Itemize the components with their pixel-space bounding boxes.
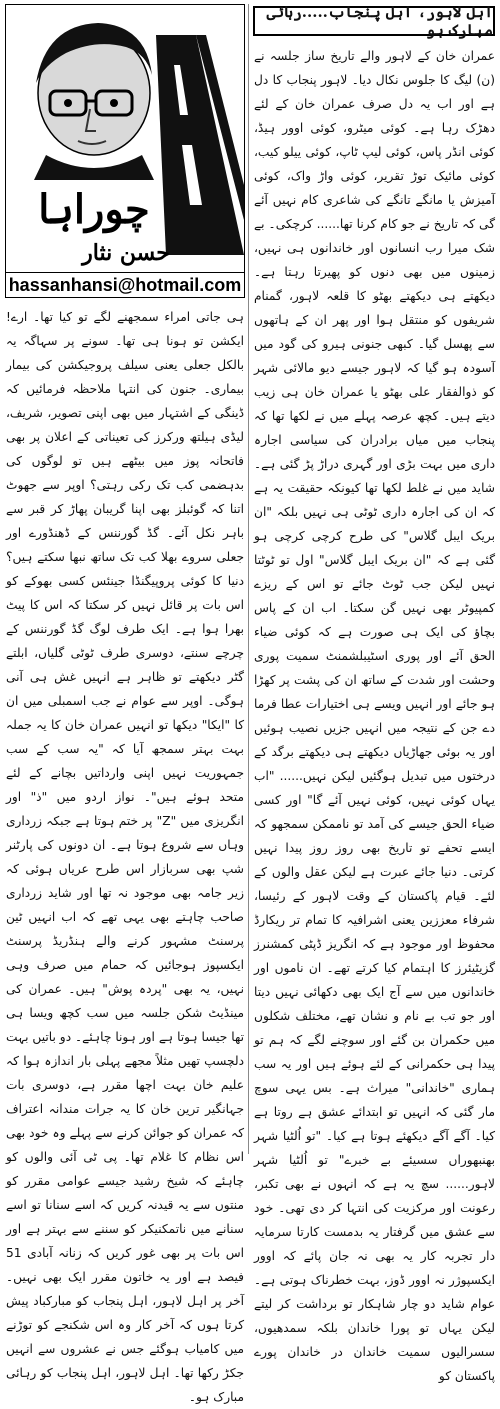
left-column-text: ہی جاتی امراء سمجھنے لگے تو کیا تھا۔ ارے! ایکشن تو ہونا ہی تھا۔ سونے پر سہاگہ یہ بالکل جعلی یعنی سیلف پروجیکشن کی بیمار بیماری۔ جنون کی انتہا ملاحظہ فرمائیں کہ ڈینگی کے اشتہار میں بھی اپنی تصویر، شریف، لیڈی ہیلتھ ورکرز کی تعیناتی کے اعلان پر بھی فاتحانہ پوز میں بیٹھے ہیں تو لوگوں کی بدہضمی کب تک رکی رہتی؟ اوپر سے جھوٹ اتنا کہ گوئبلز بھی اپنا گریبان پھاڑ کر قبر سے باہر نکل آئے۔ گڈ گورننس کے ڈھنڈورے اور جعلی سروے بھلا کب تک ساتھ نبھا سکتے ہیں؟ دنیا کا کوئی پروپیگنڈا جینئس کسی بھوکے کو اس بات پر قائل نہیں کر سکتا کہ اس کا پیٹ بھرا ہوا ہے۔ ایک طرف لوگ گڈ گورننس کے چرچے سنتے، دوسری طرف ٹوٹی گلیاں، ابلتے گٹر دیکھتے تو ظاہر ہے انہیں غش ہی آنی ہوگی۔ اوپر سے عوام نے جب اسمبلی میں ان کا "ایکا" دیکھا تو انہیں عمران خان کا یہ جملہ بہت بہتر سمجھ آیا کہ "یہ سب کے سب جمہوریت نہیں اپنی وارداتیں بچانے کے لئے متحد ہوئے ہیں"۔ نواز اردو میں "ذ" اور انگریزی میں "Z" پر ختم ہوتا ہے جبکہ زرداری وہاں سے شروع ہوتا ہے۔ ان دونوں کی پارٹنر شپ بھی سربازار اس طرح عریاں ہوئی کہ زیر جامہ بھی موجود نہ تھا اور شاید زرداری صاحب چاہتے بھی یہی تھے کہ اب انہیں ٹین پرسنٹ مشہور کرنے والے ہنڈریڈ پرسنٹ ایکسپوز ہوجائیں کہ حمام میں صرف وہی نہیں، یہ بھی "پردہ پوش" ہیں۔ عمران کی مینڈیٹ شکن جلسہ میں سب کچھ ویسا ہی تھا جیسا ہوتا ہے اور ہونا چاہئے۔ دو باتیں بہت دلچسپ تھیں مثلاً مجھے پہلی بار اندازہ ہوا کہ علیم خان بہت اچھا مقرر ہے، دوسری بات جہانگیر ترین خان کا یہ جرات مندانہ اعتراف کہ عمران کو جوائن کرنے سے پہلے وہ خود بھی اس نظام کا غلام تھا۔ پی ٹی آئی والوں کو چاہئے کہ شیخ رشید جیسے عوامی مقرر کو منتوں سے یہ قیدنہ کریں کہ اسے سنانا تو اسے سنانے میں ناتمکنیکر کو سننے سے بہتر ہے اور اس بات پر بھی غور کریں کہ زنانہ آبادی 51 فیصد ہے اور یہ خاتون مقرر ایک بھی نہیں۔ آخر پر اہل لاہور، اہل پنجاب کو مبارکباد پیش کرتا ہوں کہ آخر کار وہ اس شکنجے کو توڑنے میں کامیاب ہوگئے جس نے عشروں سے انہیں جکڑ رکھا تھا۔ اہل لاہور، اہل پنجاب کو رہائی مبارک ہو۔ [6,310,244,1404]
byline-box [5,4,245,298]
article-body-right-column [254,44,495,1383]
article-headline: اہل لاہور، اہل پنجاب.....رہائی مبارک ہو [253,6,495,36]
author-name-logo: حسن نثار [82,240,170,266]
columnist-photo-and-logo [6,5,244,273]
column-logo-text: چوراہا [38,186,150,233]
article-body-left-column [6,305,244,1404]
columnist-portrait-logo-art [6,5,244,273]
right-column-text: عمران خان کے لاہور والے تاریخ ساز جلسہ نے (ن) لیگ کا جلوس نکال دیا۔ لاہور پنجاب کا دل ہے اور اب یہ دل صرف عمران خان کے لئے دھڑک رہا ہے۔ کوئی میٹرو، کوئی اوور ہیڈ، کوئی انڈر پاس، کوئی لیپ ٹاپ، کوئی ییلو کیب، کوئی مائیک توڑ تقریر، کوئی واڑ واک، کوئی آمیزش یا مانگے تانگے کی شاعری کام نہیں آئے گی کہ تاریخ نے جو کام کرنا تھا...... کرچکی۔ بے شک میرا رب انسانوں اور خاندانوں ہی نہیں، زمینوں میں بھی دنوں کو پھیرتا رہتا ہے۔ دیکھتے ہی دیکھتے بھٹو کا قلعہ لاہور، گمنام شریفوں کو منتقل ہوا اور پھر ان کے ہاتھوں سے پھسل گیا۔ کبھی جنونی ہیرو کی گود میں آسودہ ہو گیا کہ لاہور جیسے دیو مالائی شہر کو ذوالفقار علی بھٹو یا عمران خان ہی زیب دیتے ہیں۔ کچھ عرصہ پہلے میں نے لکھا تھا کہ پنجاب میں میاں برادران کی سیاسی اجارہ داری میں بہت بڑی اور گہری دراڑ پڑ گئی ہے۔ شاید میں نے غلط لکھا تھا کیونکہ حقیقت یہ ہے کہ ان کی اجارہ داری ٹوٹی ہی نہیں بلکہ "ان بریک ایبل گلاس" کی طرح کرچی کرچی ہو گئی ہے کہ "ان بریک ایبل گلاس" اول تو ٹوٹتا نہیں لیکن جب ٹوٹ جائے تو اس کے ریزے کمپیوٹر بھی نہیں گن سکتا۔ اب ان کے پاس بچاؤ کی ایک ہی صورت ہے کہ کوئی ضیاء الحق آئے اور پوری اسٹیبلشمنٹ سمیت پوری وحشت اور شدت کے ساتھ ان کی پشت پر کھڑا ہو جائے اور انہیں ویسے ہی اختیارات عطا فرما دے جن کے نتیجہ میں انہیں جزیں نصیب ہوئیں اور یہ بوئی جھاڑیاں دیکھتے ہی دیکھتے برگد کے درختوں میں تبدیل ہوگئیں لیکن نہیں...... "اب یہاں کوئی نہیں، کوئی نہیں آئے گا" اور کسی ضیاء الحق جیسے کی آمد تو ناممکن سمجھو کہ ایسے تحفے تو تاریخ بھی روز روز پیدا نہیں کرتی۔ دنیا جائے عبرت ہے لیکن عقل والوں کے لئے۔ قیام پاکستان کے وقت لاہور کے رئیسا، شرفاء معززین یعنی اشرافیہ کا تمام تر ریکارڈ محفوظ اور موجود ہے کہ انگریز ڈپٹی کمشنرز گزیٹیئرز کا اہتمام کیا کرتے تھے۔ ان ناموں اور خاندانوں میں سے آج ایک بھی دکھائی نہیں دیتا اور جو تب بے نام و نشان تھے، مختلف شکلوں میں حکمران بن گئے اور سوچنے لگے کہ ہم تو پیدا ہی حکمرانی کے لئے ہوئے ہیں اور یہ سب ہماری "خاندانی" میراث ہے۔ بس یہی سوچ مار گئی کہ انہیں تو ابتدائے عشق ہے روتا ہے کیا۔ آگے آگے دیکھئے ہوتا ہے کیا۔ "تو اُلٹیا شہر بھنبھوراں سسیئے بے خبرے" تو اُلٹیا شہر لاہور...... سچ یہ ہے کہ انہوں نے بھی تکبر، رعونت اور مرکزیت کی انتہا کر دی تھی۔ خود سے عشق میں گرفتار یہ بدمست کارتا سرمایہ دار تجربہ کار یہ بھی نہ جان پائے کہ اوور ایکسپوژر نہ اوور ڈوز، بہت خطرناک ہوتی ہے۔ عوام شاید دو چار شاہکار تو برداشت کر لیتے لیکن یہاں تو پورا خاندان بلکہ سمدھیوں، سسرالیوں سمیت خاندان در خاندان پورے پاکستان کو [254,49,495,1383]
author-email: hassanhansi@hotmail.com [6,272,244,297]
column-divider [248,4,249,1154]
